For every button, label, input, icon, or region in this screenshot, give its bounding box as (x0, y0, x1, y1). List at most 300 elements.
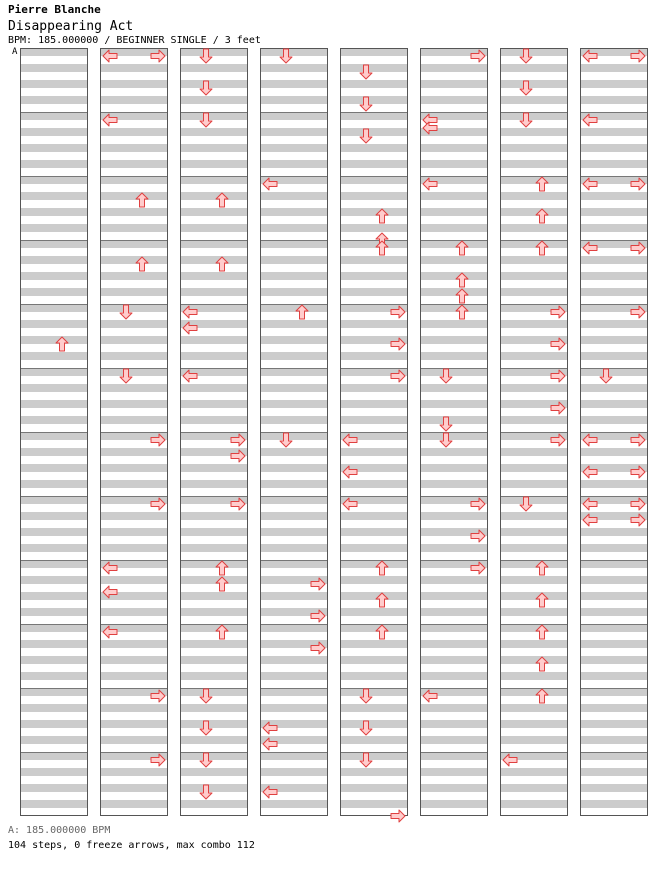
beat-gap (580, 168, 648, 176)
beat-stripe (500, 240, 568, 248)
beat-stripe (500, 176, 568, 184)
beat-stripe (500, 48, 568, 56)
beat-stripe (500, 688, 568, 696)
beat-stripe (260, 560, 328, 568)
beat-gap (180, 568, 248, 576)
beat-gap (100, 392, 168, 400)
beat-gap (20, 584, 88, 592)
beat-gap (420, 216, 488, 224)
beat-stripe (420, 608, 488, 616)
beat-gap (260, 552, 328, 560)
beat-gap (420, 136, 488, 144)
beat-gap (100, 312, 168, 320)
beat-gap (500, 744, 568, 752)
beat-gap (420, 632, 488, 640)
beat-stripe (340, 80, 408, 88)
beat-gap (580, 776, 648, 784)
beat-gap (260, 152, 328, 160)
beat-gap (20, 712, 88, 720)
beat-stripe (180, 480, 248, 488)
beat-gap (340, 536, 408, 544)
beat-gap (500, 184, 568, 192)
beat-stripe (20, 688, 88, 696)
beat-gap (20, 184, 88, 192)
beat-stripe (180, 176, 248, 184)
beat-gap (180, 472, 248, 480)
beat-stripe (260, 400, 328, 408)
beat-gap (580, 488, 648, 496)
beat-gap (100, 328, 168, 336)
beat-gap (260, 760, 328, 768)
beat-stripe (100, 240, 168, 248)
beat-gap (20, 456, 88, 464)
beat-gap (260, 408, 328, 416)
beat-gap (20, 696, 88, 704)
beat-gap (100, 344, 168, 352)
beat-gap (420, 456, 488, 464)
beat-gap (260, 536, 328, 544)
beat-stripe (20, 336, 88, 344)
beat-stripe (260, 144, 328, 152)
beat-stripe (260, 80, 328, 88)
beat-stripe (20, 496, 88, 504)
beat-gap (500, 360, 568, 368)
beat-stripe (100, 128, 168, 136)
beat-stripe (500, 224, 568, 232)
beat-gap (420, 776, 488, 784)
beat-stripe (500, 528, 568, 536)
beat-stripe (260, 432, 328, 440)
beat-stripe (580, 640, 648, 648)
beat-gap (100, 376, 168, 384)
beat-stripe (180, 464, 248, 472)
beat-stripe (260, 64, 328, 72)
beat-stripe (500, 608, 568, 616)
beat-gap (100, 600, 168, 608)
beat-stripe (100, 144, 168, 152)
beat-stripe (420, 304, 488, 312)
beat-stripe (420, 416, 488, 424)
beat-stripe (420, 352, 488, 360)
beat-gap (260, 520, 328, 528)
beat-stripe (580, 720, 648, 728)
beat-stripe (100, 384, 168, 392)
beat-gap (20, 104, 88, 112)
beat-stripe (340, 752, 408, 760)
beat-gap (580, 296, 648, 304)
beat-gap (500, 56, 568, 64)
beat-gap (100, 536, 168, 544)
beat-gap (100, 728, 168, 736)
beat-gap (100, 616, 168, 624)
beat-gap (580, 712, 648, 720)
beat-stripe (500, 256, 568, 264)
beat-gap (580, 376, 648, 384)
beat-stripe (340, 656, 408, 664)
beat-stripe (340, 784, 408, 792)
beat-gap (500, 168, 568, 176)
beat-gap (180, 712, 248, 720)
beat-gap (580, 744, 648, 752)
beat-gap (580, 552, 648, 560)
beat-stripe (260, 352, 328, 360)
beat-gap (180, 280, 248, 288)
beat-gap (420, 664, 488, 672)
beat-gap (420, 440, 488, 448)
beat-gap (580, 200, 648, 208)
beat-stripe (260, 320, 328, 328)
beat-gap (340, 136, 408, 144)
beat-gap (420, 584, 488, 592)
beat-stripe (260, 624, 328, 632)
beat-stripe (340, 48, 408, 56)
beat-stripe (420, 464, 488, 472)
beat-stripe (20, 80, 88, 88)
beat-gap (260, 504, 328, 512)
beat-gap (20, 72, 88, 80)
beat-stripe (420, 64, 488, 72)
beat-stripe (340, 224, 408, 232)
beat-stripe (580, 576, 648, 584)
beat-gap (180, 216, 248, 224)
beat-gap (100, 216, 168, 224)
beat-stripe (260, 96, 328, 104)
beat-gap (260, 600, 328, 608)
beat-stripe (260, 384, 328, 392)
beat-stripe (20, 480, 88, 488)
beat-stripe (180, 288, 248, 296)
beat-stripe (500, 544, 568, 552)
beat-gap (500, 88, 568, 96)
chart-column (20, 48, 88, 816)
beat-gap (500, 488, 568, 496)
beat-stripe (340, 448, 408, 456)
beat-stripe (340, 704, 408, 712)
beat-gap (260, 472, 328, 480)
beat-gap (420, 808, 488, 816)
beat-gap (100, 184, 168, 192)
beat-gap (100, 712, 168, 720)
beat-gap (580, 232, 648, 240)
beat-gap (260, 104, 328, 112)
beat-gap (20, 632, 88, 640)
beat-stripe (340, 96, 408, 104)
beat-gap (500, 808, 568, 816)
beat-stripe (580, 656, 648, 664)
beat-stripe (500, 128, 568, 136)
beat-stripe (20, 512, 88, 520)
beat-gap (420, 360, 488, 368)
beat-gap (580, 728, 648, 736)
beat-stripe (260, 112, 328, 120)
beat-gap (180, 360, 248, 368)
beat-stripe (580, 800, 648, 808)
beat-stripe (260, 128, 328, 136)
beat-stripe (340, 272, 408, 280)
beat-gap (340, 712, 408, 720)
beat-gap (260, 696, 328, 704)
beat-stripe (580, 80, 648, 88)
beat-stripe (20, 320, 88, 328)
beat-gap (580, 408, 648, 416)
beat-gap (420, 200, 488, 208)
beat-stripe (260, 240, 328, 248)
beat-stripe (100, 96, 168, 104)
beat-stripe (500, 160, 568, 168)
beat-stripe (100, 304, 168, 312)
beat-gap (500, 392, 568, 400)
beat-gap (100, 232, 168, 240)
beat-gap (340, 776, 408, 784)
beat-stripe (260, 304, 328, 312)
beat-stripe (100, 448, 168, 456)
beat-gap (580, 344, 648, 352)
beat-stripe (100, 656, 168, 664)
beat-gap (180, 664, 248, 672)
beat-gap (500, 616, 568, 624)
beat-stripe (100, 544, 168, 552)
beat-gap (260, 200, 328, 208)
beat-stripe (100, 416, 168, 424)
beat-stripe (100, 400, 168, 408)
beat-gap (500, 136, 568, 144)
beat-gap (340, 280, 408, 288)
beat-gap (20, 328, 88, 336)
beat-stripe (20, 784, 88, 792)
beat-stripe (100, 576, 168, 584)
beat-stripe (100, 160, 168, 168)
beat-stripe (500, 720, 568, 728)
beat-stripe (20, 400, 88, 408)
beat-gap (180, 792, 248, 800)
beat-stripe (20, 112, 88, 120)
beat-gap (260, 232, 328, 240)
beat-gap (500, 648, 568, 656)
chart-column (180, 48, 248, 816)
beat-stripe (500, 592, 568, 600)
beat-gap (340, 424, 408, 432)
beat-stripe (500, 272, 568, 280)
beat-stripe (580, 368, 648, 376)
beat-gap (20, 168, 88, 176)
beat-stripe (180, 208, 248, 216)
beat-gap (180, 424, 248, 432)
beat-stripe (260, 768, 328, 776)
beat-stripe (420, 784, 488, 792)
beat-stripe (100, 224, 168, 232)
beat-stripe (340, 400, 408, 408)
beat-gap (340, 72, 408, 80)
beat-stripe (180, 112, 248, 120)
beat-stripe (260, 48, 328, 56)
beat-gap (100, 744, 168, 752)
beat-stripe (20, 624, 88, 632)
beat-stripe (180, 592, 248, 600)
beat-stripe (180, 256, 248, 264)
beat-gap (420, 152, 488, 160)
beat-stripe (260, 656, 328, 664)
beat-gap (580, 104, 648, 112)
beat-stripe (180, 768, 248, 776)
beat-gap (580, 392, 648, 400)
beat-stripe (20, 288, 88, 296)
beat-gap (500, 72, 568, 80)
beat-stripe (340, 288, 408, 296)
beat-gap (340, 616, 408, 624)
beat-gap (20, 744, 88, 752)
beat-gap (420, 680, 488, 688)
beat-gap (20, 664, 88, 672)
beat-stripe (580, 768, 648, 776)
beat-gap (340, 664, 408, 672)
beat-stripe (20, 160, 88, 168)
beat-stripe (420, 432, 488, 440)
beat-stripe (580, 736, 648, 744)
beat-stripe (20, 368, 88, 376)
beat-gap (20, 600, 88, 608)
beat-stripe (20, 592, 88, 600)
beat-stripe (100, 528, 168, 536)
beat-gap (500, 328, 568, 336)
beat-stripe (20, 768, 88, 776)
beat-gap (20, 152, 88, 160)
beat-stripe (340, 736, 408, 744)
beat-gap (20, 488, 88, 496)
beat-stripe (340, 672, 408, 680)
beat-gap (420, 728, 488, 736)
beat-gap (420, 616, 488, 624)
beat-gap (260, 440, 328, 448)
beat-stripe (500, 480, 568, 488)
beat-stripe (580, 272, 648, 280)
beat-gap (420, 168, 488, 176)
beat-gap (20, 360, 88, 368)
beat-stripe (420, 336, 488, 344)
beat-gap (580, 792, 648, 800)
beat-gap (180, 296, 248, 304)
beat-stripe (260, 688, 328, 696)
beat-stripe (100, 512, 168, 520)
beat-stripe (500, 560, 568, 568)
beat-gap (100, 424, 168, 432)
beat-stripe (500, 208, 568, 216)
beat-gap (340, 120, 408, 128)
beat-gap (580, 680, 648, 688)
beat-gap (420, 472, 488, 480)
beat-stripe (180, 688, 248, 696)
beat-gap (260, 712, 328, 720)
beat-gap (340, 600, 408, 608)
beat-stripe (100, 736, 168, 744)
beat-gap (420, 376, 488, 384)
beat-stripe (340, 320, 408, 328)
beat-gap (20, 232, 88, 240)
beat-stripe (340, 528, 408, 536)
beat-gap (500, 584, 568, 592)
beat-gap (100, 488, 168, 496)
beat-stripe (180, 384, 248, 392)
beat-gap (260, 56, 328, 64)
beat-stripe (20, 608, 88, 616)
beat-stripe (420, 256, 488, 264)
beat-stripe (340, 64, 408, 72)
beat-stripe (100, 368, 168, 376)
beat-gap (420, 248, 488, 256)
beat-stripe (180, 720, 248, 728)
beat-stripe (20, 656, 88, 664)
beat-gap (580, 600, 648, 608)
beat-stripe (20, 192, 88, 200)
bpm-marker-label: A (12, 47, 18, 57)
beat-gap (340, 648, 408, 656)
beat-stripe (180, 544, 248, 552)
beat-gap (20, 136, 88, 144)
beat-stripe (20, 560, 88, 568)
beat-stripe (500, 576, 568, 584)
beat-stripe (500, 448, 568, 456)
beat-stripe (580, 752, 648, 760)
beat-gap (420, 104, 488, 112)
beat-stripe (260, 224, 328, 232)
beat-gap (180, 648, 248, 656)
beat-stripe (500, 416, 568, 424)
beat-gap (340, 488, 408, 496)
beat-gap (20, 680, 88, 688)
beat-gap (340, 168, 408, 176)
beat-gap (340, 88, 408, 96)
beat-stripe (500, 512, 568, 520)
beat-gap (20, 472, 88, 480)
beat-gap (420, 312, 488, 320)
beat-stripe (20, 304, 88, 312)
beat-stripe (500, 464, 568, 472)
beat-stripe (180, 512, 248, 520)
beat-gap (340, 200, 408, 208)
beat-stripe (420, 720, 488, 728)
beat-gap (420, 328, 488, 336)
beat-gap (420, 792, 488, 800)
beat-stripe (500, 192, 568, 200)
beat-gap (340, 744, 408, 752)
beat-gap (420, 296, 488, 304)
beat-stripe (580, 400, 648, 408)
beat-gap (20, 808, 88, 816)
beat-gap (180, 488, 248, 496)
beat-gap (260, 424, 328, 432)
beat-stripe (20, 416, 88, 424)
beat-gap (340, 392, 408, 400)
beat-gap (580, 360, 648, 368)
beat-stripe (500, 736, 568, 744)
beat-gap (100, 680, 168, 688)
beat-stripe (260, 544, 328, 552)
beat-stripe (180, 224, 248, 232)
beat-gap (180, 696, 248, 704)
beat-stripe (340, 592, 408, 600)
chart-column (100, 48, 168, 816)
beat-stripe (260, 528, 328, 536)
beat-gap (100, 520, 168, 528)
beat-stripe (180, 400, 248, 408)
beat-stripe (340, 256, 408, 264)
beat-stripe (260, 272, 328, 280)
beat-gap (20, 200, 88, 208)
beat-gap (20, 520, 88, 528)
beat-stripe (580, 352, 648, 360)
beat-stripe (180, 672, 248, 680)
beat-stripe (580, 544, 648, 552)
beat-stripe (100, 704, 168, 712)
